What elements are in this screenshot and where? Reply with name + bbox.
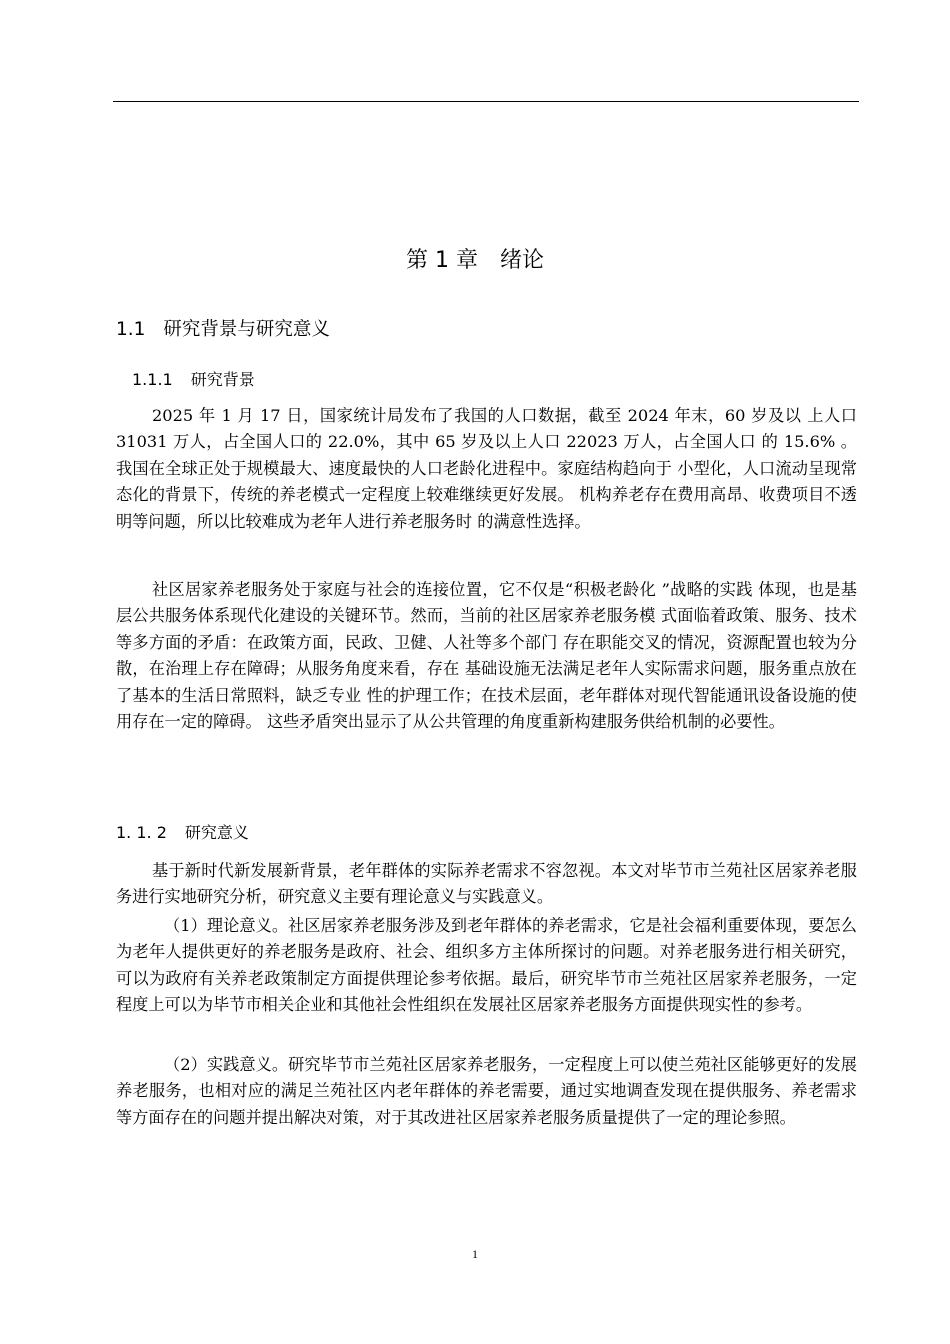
section-number: 1.1 (116, 319, 146, 340)
chapter-title: 第 1 章 绪论 (406, 248, 544, 273)
subsection-title: 研究背景 (190, 370, 255, 389)
paragraph-background-2: 社区居家养老服务处于家庭与社会的连接位置，它不仅是“积极老龄化 ”战略的实践 体现，也是基层公共服务体系现代化建设的关键环节。然而，当前的社区居家养老服务模 式面临着政策、服务、技术等多方面的矛盾：在政策方面，民政、卫健、人社等多个部门 存在职能交叉的情况，资源配置也较为分散，在治理上存在障碍；从服务角度来看，存在 基础设施无法满足老年人实际需求问题，服务重点放在了基本的生活日常照料，缺乏专业 性的护理工作；在技术层面，老年群体对现代智能通讯设备设施的使用存在一定的障碍。 这些矛盾突出显示了从公共管理的角度重新构建服务供给机制的必要性。 (116, 580, 857, 732)
subsection-heading-significance (116, 820, 249, 843)
header-rule (113, 101, 859, 102)
paragraph-significance-intro: 基于新时代新发展新背景，老年群体的实际养老需求不容忽视。本文对毕节市兰苑社区居家养老服务进行实地研究分析，研究意义主要有理论意义与实践意义。 (116, 861, 857, 907)
page-number: 1 (472, 1247, 478, 1261)
subsection-number: 1. 1. 2 (116, 823, 167, 842)
paragraph-theoretical-significance: （1）理论意义。社区居家养老服务涉及到老年群体的养老需求，它是社会福利重要体现，要怎么为老年人提供更好的养老服务是政府、社会、组织多方主体所探讨的问题。对养老服务进行相关研究，可以为政府有关养老政策制定方面提供理论参考依据。最后，研究毕节市兰苑社区居家养老服务，一定程度上可以为毕节市相关企业和其他社会性组织在发展社区居家养老服务方面提供现实性的参考。 (116, 916, 857, 1015)
paragraph-practical-significance: （2）实践意义。研究毕节市兰苑社区居家养老服务，一定程度上可以使兰苑社区能够更好的发展养老服务，也相对应的满足兰苑社区内老年群体的养老需要，通过实地调查发现在提供服务、养老需求等方面存在的问题并提出解决对策，对于其改进社区居家养老服务质量提供了一定的理论参照。 (116, 1055, 857, 1127)
subsection-heading-background (132, 367, 255, 390)
section-title: 研究背景与研究意义 (163, 319, 330, 340)
subsection-number: 1.1.1 (132, 370, 173, 389)
paragraph-background-1: 2025 年 1 月 17 日，国家统计局发布了我国的人口数据，截至 2024 年末，60 岁及以 上人口 31031 万人，占全国人口的 22.0%，其中 65 岁及以上人口 22023 万人，占全国人口 的 15.6% 。我国在全球正处于规模最大、速度最快的人口老龄化进程中。家庭结构趋向于 小型化，人口流动呈现常态化的背景下，传统的养老模式一定程度上较难继续更好发展。 机构养老存在费用高昂、收费项目不透明等问题，所以比较难成为老年人进行养老服务时 的满意性选择。 (116, 406, 857, 531)
subsection-title: 研究意义 (184, 823, 249, 842)
section-heading (116, 315, 330, 341)
